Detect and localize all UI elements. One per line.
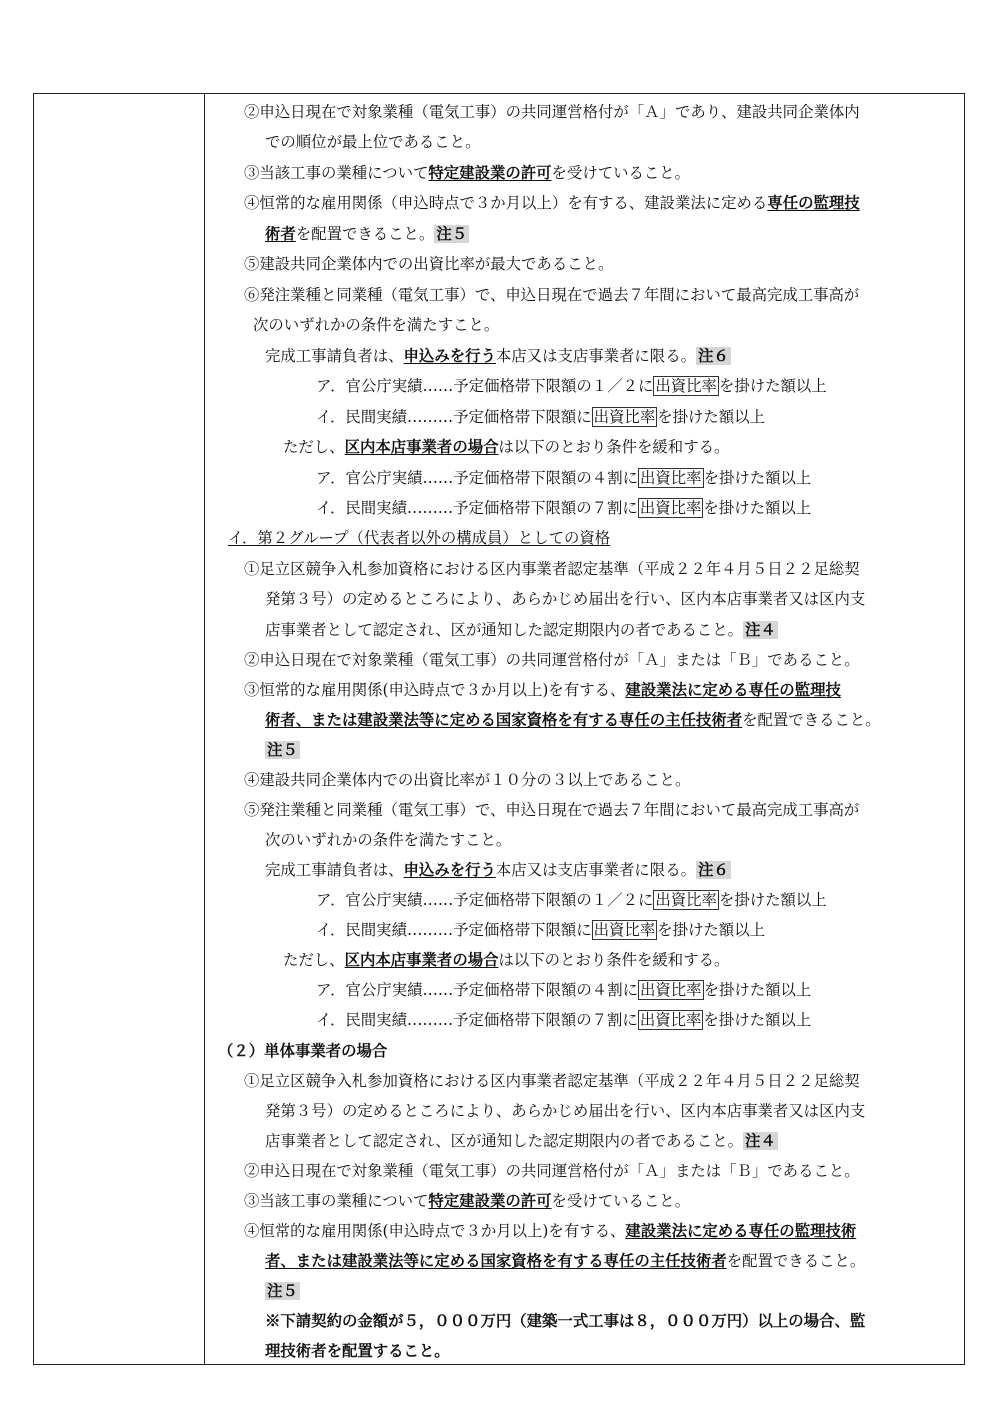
- text-segment: イ．民間実績………予定価格帯下限額に: [316, 921, 592, 939]
- text-segment: ①足立区競争入札参加資格における区内事業者認定基準（平成２２年４月５日２２足総契: [244, 1072, 860, 1090]
- boxed-term: 出資比率: [655, 891, 717, 909]
- text-line: [265, 1341, 450, 1361]
- text-segment: を掛けた額以上: [718, 377, 827, 395]
- text-line: [316, 1010, 811, 1030]
- text-line: [244, 1191, 690, 1211]
- text-line: [244, 102, 860, 122]
- emphasized-text: 建設業法に定める専任の監理技: [625, 681, 841, 699]
- text-segment: ア．官公庁実績……予定価格帯下限額の４割に: [316, 981, 638, 999]
- text-line: [244, 1161, 860, 1181]
- text-segment: 本店又は支店事業者に限る。: [495, 347, 696, 365]
- text-line: [265, 1251, 865, 1271]
- text-line: [265, 710, 881, 730]
- text-segment: ④恒常的な雇用関係(申込時点で３か月以上)を有する、: [244, 1222, 626, 1240]
- text-segment: ただし、: [283, 438, 345, 456]
- text-line: [265, 1281, 300, 1301]
- text-segment: を掛けた額以上: [718, 891, 827, 909]
- emphasized-text: 者、または建設業法等に定める国家資格を有する専任の主任技術者: [265, 1252, 727, 1270]
- text-segment: ③当該工事の業種について: [244, 164, 429, 182]
- boxed-term: 出資比率: [639, 499, 702, 517]
- text-line: [316, 468, 811, 488]
- note-badge: 注６: [697, 347, 729, 365]
- text-line: [218, 1041, 387, 1061]
- emphasized-text: イ．第２グループ（代表者以外の構成員）としての資格: [228, 529, 611, 547]
- text-line: [316, 980, 811, 1000]
- boxed-term: 出資比率: [593, 408, 656, 426]
- text-segment: を掛けた額以上: [657, 408, 765, 426]
- emphasized-text: 申込みを行う: [403, 861, 496, 879]
- text-segment: を受けていること。: [551, 164, 691, 182]
- text-line: [244, 770, 690, 790]
- text-segment: ③恒常的な雇用関係(申込時点で３か月以上)を有する、: [244, 681, 626, 699]
- note-badge: 注５: [436, 225, 468, 243]
- text-segment: ①足立区競争入札参加資格における区内事業者認定基準（平成２２年４月５日２２足総契: [244, 560, 860, 578]
- text-segment: ア．官公庁実績……予定価格帯下限額の１／２に: [316, 891, 654, 909]
- text-segment: ④恒常的な雇用関係（申込時点で３か月以上）を有する、建設業法に定める: [244, 194, 768, 212]
- text-segment: 次のいずれかの条件を満たすこと。: [253, 316, 500, 334]
- text-segment: 発第３号）の定めるところにより、あらかじめ届出を行い、区内本店事業者又は区内支: [265, 1102, 866, 1120]
- boxed-term: 出資比率: [639, 1011, 702, 1029]
- text-segment: 店事業者として認定され、区が通知した認定期限内の者であること。: [265, 621, 744, 639]
- text-line: [265, 620, 778, 640]
- text-line: [283, 950, 729, 970]
- emphasized-text: 術者、または建設業法等に定める国家資格を有する専任の主任技術者: [265, 711, 743, 729]
- bold-text: （２）単体事業者の場合: [218, 1042, 388, 1060]
- text-line: [316, 376, 827, 396]
- text-line: [244, 680, 841, 700]
- text-line: [228, 528, 610, 548]
- boxed-term: 出資比率: [639, 981, 702, 999]
- text-segment: を掛けた額以上: [703, 1011, 812, 1029]
- text-line: [244, 285, 859, 305]
- left-column-cell: [34, 94, 205, 1364]
- note-badge: 注５: [267, 741, 298, 759]
- text-line: [316, 498, 811, 518]
- text-segment: を受けていること。: [551, 1192, 691, 1210]
- text-line: [244, 254, 613, 274]
- note-badge: 注６: [697, 861, 729, 879]
- text-line: [283, 437, 729, 457]
- text-segment: ③当該工事の業種について: [244, 1192, 429, 1210]
- emphasized-text: 専任の監理技: [767, 194, 860, 212]
- text-segment: ア．官公庁実績……予定価格帯下限額の１／２に: [316, 377, 654, 395]
- text-line: [316, 407, 765, 427]
- text-line: [265, 860, 731, 880]
- text-line: [244, 650, 860, 670]
- text-line: [244, 1221, 856, 1241]
- note-badge: 注４: [745, 621, 776, 639]
- emphasized-text: 術者: [265, 225, 296, 243]
- text-line: [265, 1311, 865, 1331]
- text-segment: を配置できること。: [742, 711, 881, 729]
- text-segment: 本店又は支店事業者に限る。: [495, 861, 696, 879]
- emphasized-text: 特定建設業の許可: [428, 1192, 552, 1210]
- note-badge: 注５: [267, 1282, 298, 1300]
- boxed-term: 出資比率: [655, 377, 717, 395]
- bold-text: ※下請契約の金額が５，０００万円（建築一式工事は８，０００万円）以上の場合、監: [265, 1312, 866, 1330]
- text-line: [244, 163, 690, 183]
- text-line: [316, 920, 765, 940]
- text-segment: は以下のとおり条件を緩和する。: [498, 951, 730, 969]
- text-segment: ただし、: [283, 951, 345, 969]
- text-segment: 完成工事請負者は、: [265, 347, 404, 365]
- text-segment: を掛けた額以上: [703, 499, 812, 517]
- text-line: [244, 193, 860, 213]
- text-segment: ア．官公庁実績……予定価格帯下限額の４割に: [316, 469, 638, 487]
- text-line: [244, 559, 860, 579]
- text-segment: イ．民間実績………予定価格帯下限額の７割に: [316, 1011, 638, 1029]
- text-segment: を配置できること。: [726, 1252, 866, 1270]
- text-line: [265, 132, 480, 152]
- text-segment: ②申込日現在で対象業種（電気工事）の共同運営格付が「Ａ」であり、建設共同企業体内: [244, 103, 860, 121]
- text-line: [265, 1131, 778, 1151]
- bold-text: 理技術者を配置すること。: [265, 1342, 450, 1360]
- text-segment: ⑤発注業種と同業種（電気工事）で、申込日現在で過去７年間において最高完成工事高が: [244, 801, 860, 819]
- boxed-term: 出資比率: [639, 469, 702, 487]
- text-segment: 完成工事請負者は、: [265, 861, 404, 879]
- text-segment: での順位が最上位であること。: [265, 133, 481, 151]
- text-segment: 次のいずれかの条件を満たすこと。: [265, 831, 512, 849]
- text-segment: を配置できること。: [295, 225, 435, 243]
- text-line: [265, 346, 731, 366]
- text-segment: ④建設共同企業体内での出資比率が１０分の３以上であること。: [244, 771, 691, 789]
- text-line: [265, 1101, 865, 1121]
- text-segment: を掛けた額以上: [703, 469, 812, 487]
- text-segment: ⑤建設共同企業体内での出資比率が最大であること。: [244, 255, 614, 273]
- text-segment: 発第３号）の定めるところにより、あらかじめ届出を行い、区内本店事業者又は区内支: [265, 590, 866, 608]
- note-badge: 注４: [745, 1132, 776, 1150]
- text-line: [253, 315, 499, 335]
- text-line: [265, 224, 469, 244]
- text-segment: 店事業者として認定され、区が通知した認定期限内の者であること。: [265, 1132, 744, 1150]
- emphasized-text: 申込みを行う: [403, 347, 496, 365]
- text-segment: を掛けた額以上: [703, 981, 812, 999]
- text-line: [265, 740, 300, 760]
- boxed-term: 出資比率: [593, 921, 656, 939]
- text-line: [265, 589, 865, 609]
- text-segment: ⑥発注業種と同業種（電気工事）で、申込日現在で過去７年間において最高完成工事高が: [244, 286, 860, 304]
- text-line: [316, 890, 827, 910]
- emphasized-text: 区内本店事業者の場合: [344, 951, 499, 969]
- emphasized-text: 特定建設業の許可: [428, 164, 552, 182]
- emphasized-text: 建設業法に定める専任の監理技術: [625, 1222, 857, 1240]
- text-line: [244, 1071, 860, 1091]
- text-segment: を掛けた額以上: [657, 921, 765, 939]
- text-segment: ②申込日現在で対象業種（電気工事）の共同運営格付が「Ａ」または「Ｂ」であること。: [244, 651, 860, 669]
- emphasized-text: 区内本店事業者の場合: [344, 438, 499, 456]
- text-line: [244, 800, 859, 820]
- text-line: [265, 830, 511, 850]
- text-segment: イ．民間実績………予定価格帯下限額の７割に: [316, 499, 638, 517]
- text-segment: イ．民間実績………予定価格帯下限額に: [316, 408, 592, 426]
- text-segment: ②申込日現在で対象業種（電気工事）の共同運営格付が「Ａ」または「Ｂ」であること。: [244, 1162, 860, 1180]
- text-segment: は以下のとおり条件を緩和する。: [498, 438, 730, 456]
